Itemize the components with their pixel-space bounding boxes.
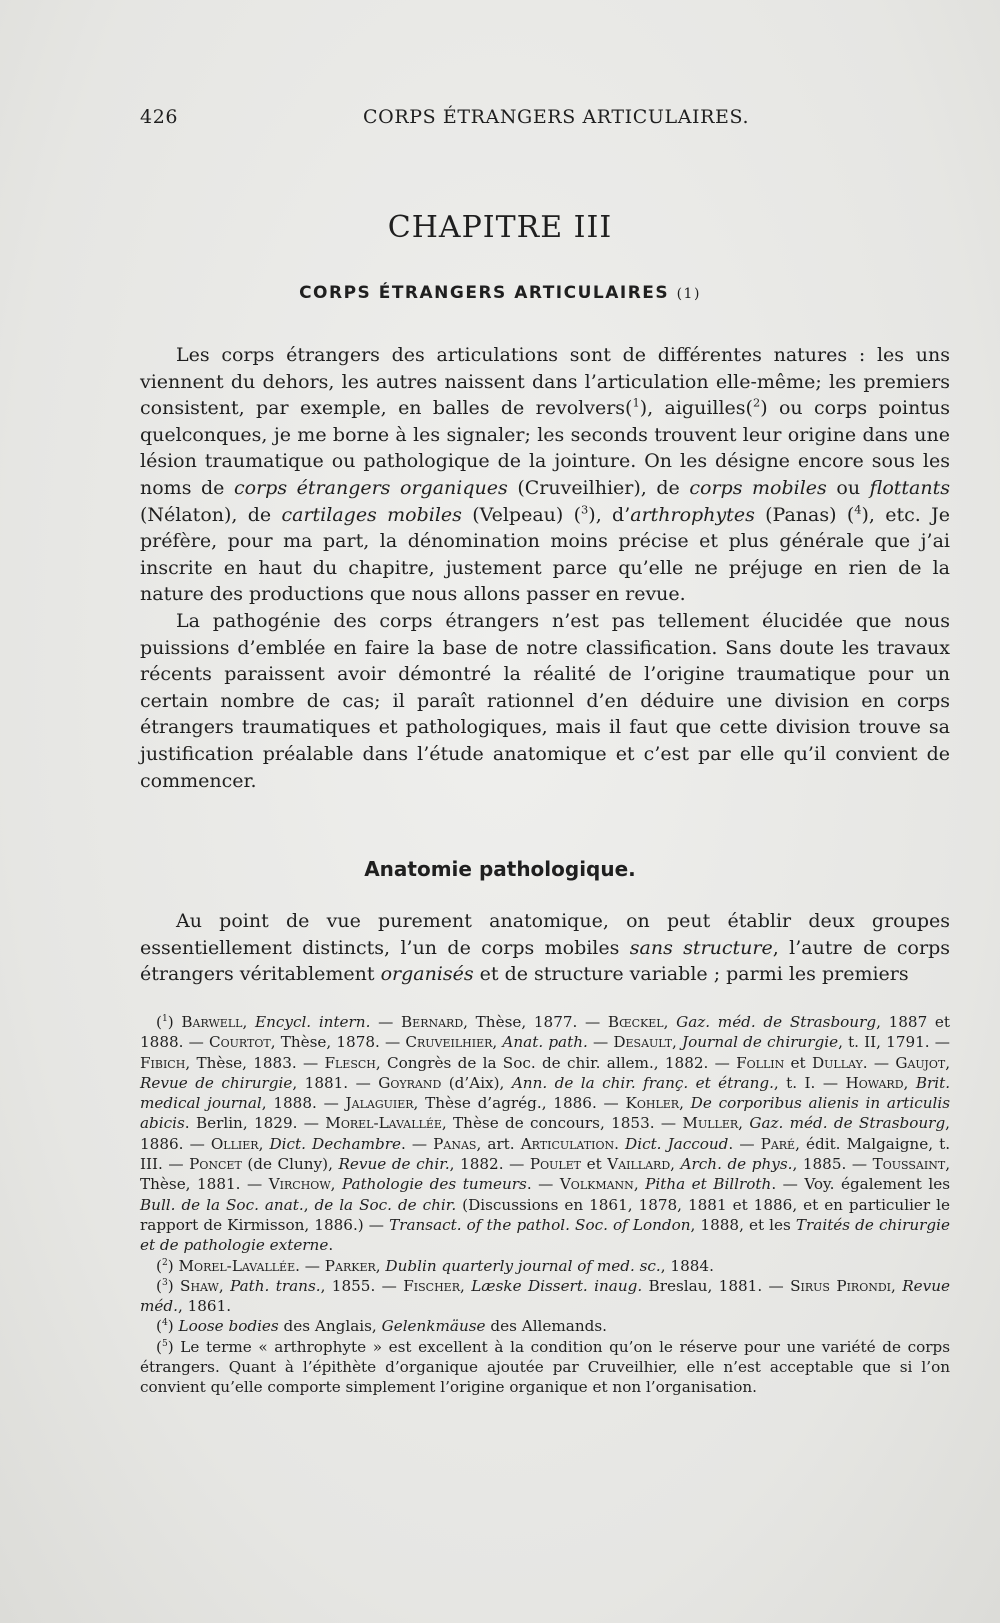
running-title: CORPS ÉTRANGERS ARTICULAIRES. <box>363 106 750 128</box>
paragraph-3: Au point de vue purement anatomique, on peut établir deux groupes essentiellement distincts, l’un de corps mobiles sans structure, l’autre de corps étrangers véritablement organisés et de structure variable ; parmi les premiers <box>140 910 950 986</box>
footnote-1: ($^1$) Barwell, Encycl. intern. — Bernard, Thèse, 1877. — Bœckel, Gaz. méd. de Strasbourg, 1887 et 1888. — Courtot, Thèse, 1878. — Cruveilhier, Anat. path. — Desault, Journal de chirurgie, t. II, 1791. — Fibich, Thèse, 1883. — Flesch, Congrès de la Soc. de chir. allem., 1882. — Follin et Dullay. — Gaujot, Revue de chirurgie, 1881. — Goyrand (d’Aix), Ann. de la chir. franç. et étrang., t. I. — Howard, Brit. medical journal, 1888. — Jalaguier, Thèse d’agrég., 1886. — Kohler, De corporibus alienis in articulis abicis. Berlin, 1829. — Morel-Lavallée, Thèse de concours, 1853. — Muller, Gaz. méd. de Strasbourg, 1886. — Ollier, Dict. Dechambre. — Panas, art. Articulation. Dict. Jaccoud. — Paré, édit. Malgaigne, t. III. — Poncet (de Cluny), Revue de chir., 1882. — Poulet et Vaillard, Arch. de phys., 1885. — Toussaint, Thèse, 1881. — Virchow, Pathologie des tumeurs. — Volkmann, Pitha et Billroth. — Voy. également les Bull. de la Soc. anat., de la Soc. de chir. (Discussions en 1861, 1878, 1881 et 1886, et en particulier le rapport de Kirmisson, 1886.) — Transact. of the pathol. Soc. of London, 1888, et les Traités de chirurgie et de pathologie externe. <box>140 1013 951 1255</box>
chapter-title: CHAPITRE III <box>387 210 613 245</box>
chapter-subtitle <box>0 283 1000 303</box>
paragraph-2: La pathogénie des corps étrangers n’est pas tellement élucidée que nous puissions d’emblée en faire la base de notre classification. Sans doute les travaux récents paraissent avoir démontré la réalité de l’origine traumatique pour un certain nombre de cas; il paraît rationnel d’en déduire une division en corps étrangers traumatiques et pathologiques, mais il faut que cette division trouve sa justification préalable dans l’étude anatomique et c’est par elle qu’il convient de commencer. <box>140 609 950 792</box>
page-number: 426 <box>140 106 179 128</box>
chapter-subtitle-text: CORPS ÉTRANGERS ARTICULAIRES <box>299 283 670 303</box>
section-title: Anatomie pathologique. <box>364 857 636 881</box>
footnotes <box>140 1012 950 1398</box>
intro-text <box>140 342 950 794</box>
footnote-4: ($^4$) Loose bodies des Anglais, Gelenkmäuse des Allemands. <box>156 1317 607 1336</box>
footnote-5: ($^5$) Le terme « arthrophyte » est excellent à la condition qu’on le réserve pour une variété de corps étrangers. Quant à l’épithète d’organique ajoutée par Cruveilhier, elle n’est acceptable que si l’on convient qu’elle comporte simplement l’origine organique et non l’organisation. <box>140 1337 950 1397</box>
paragraph-1: Les corps étrangers des articulations sont de différentes natures : les uns viennent du dehors, les autres naissent dans l’articulation elle-même; les premiers consistent, par exemple, en balles de revolvers($^1$), aiguilles($^2$) ou corps pointus quelconques, je me borne à les signaler; les seconds trouvent leur origine dans une lésion traumatique ou pathologique de la jointure. On les désigne encore sous les noms de corps étrangers organiques (Cruveilhier), de corps mobiles ou flottants (Nélaton), de cartilages mobiles (Velpeau) ($^3$), d’arthrophytes (Panas) ($^4$), etc. Je préfère, pour ma part, la dénomination moins précise et plus générale que j’ai inscrite en haut du chapitre, justement parce qu’elle ne préjuge en rien de la nature des productions que nous allons passer en revue. <box>140 344 951 606</box>
footnote-2: ($^2$) Morel-Lavallée. — Parker, Dublin quarterly journal of med. sc., 1884. <box>156 1256 714 1275</box>
footnote-3: ($^3$) Shaw, Path. trans., 1855. — Fischer, Læske Dissert. inaug. Breslau, 1881. — Sirus Pirondi, Revue méd., 1861. <box>140 1276 951 1316</box>
chapter-subtitle-note: (1) <box>676 286 701 302</box>
section-text <box>140 908 950 988</box>
